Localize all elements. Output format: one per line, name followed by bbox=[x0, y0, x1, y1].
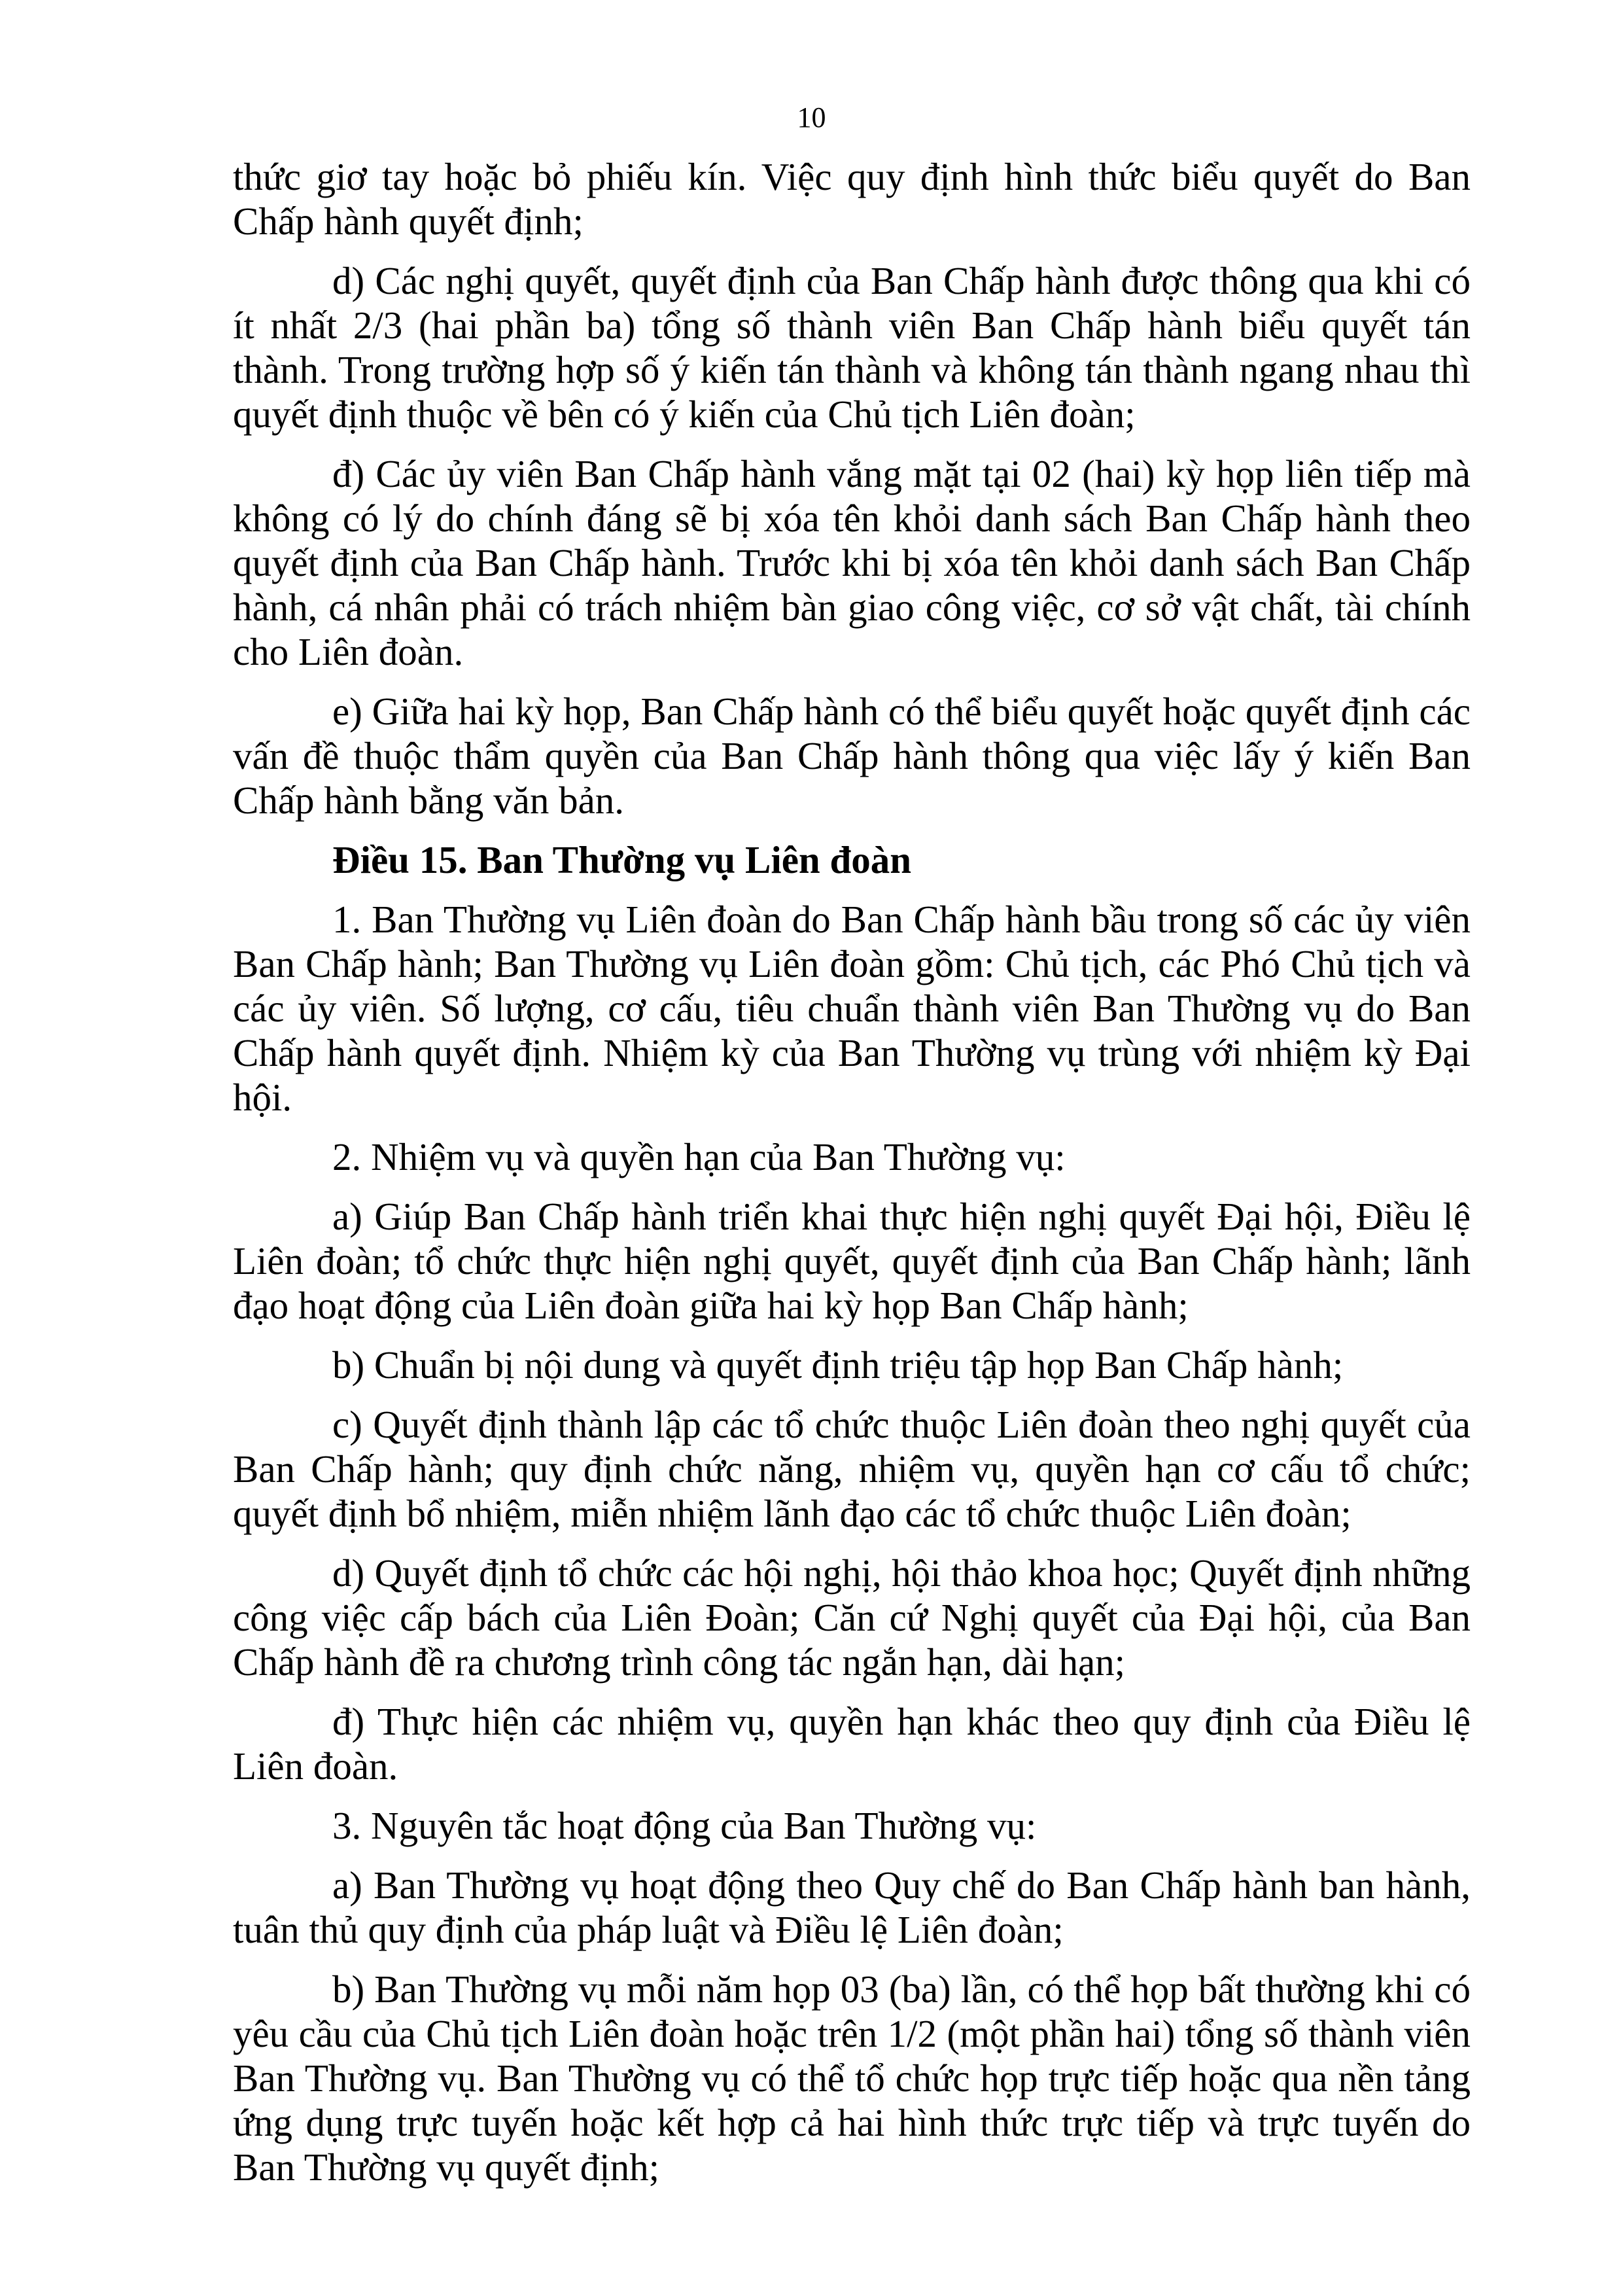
paragraph-section-3-b: b) Ban Thường vụ mỗi năm họp 03 (ba) lần, có thể họp bất thường khi có yêu cầu của Chủ tịch Liên đoàn hoặc trên 1/2 (một phần hai) tổng số thành viên Ban Thường vụ. Ban Thường vụ có thể tổ chức họp trực tiếp hoặc qua nền tảng ứng dụng trực tuyến hoặc kết hợp cả hai hình thức trực tiếp và trực tuyến do Ban Thường vụ quyết định; bbox=[233, 1968, 1471, 2189]
paragraph-section-1: 1. Ban Thường vụ Liên đoàn do Ban Chấp hành bầu trong số các ủy viên Ban Chấp hành; Ban Thường vụ Liên đoàn gồm: Chủ tịch, các Phó Chủ tịch và các ủy viên. Số lượng, cơ cấu, tiêu chuẩn thành viên Ban Thường vụ do Ban Chấp hành quyết định. Nhiệm kỳ của Ban Thường vụ trùng với nhiệm kỳ Đại hội. bbox=[233, 898, 1471, 1119]
document-body bbox=[233, 154, 1471, 2204]
paragraph-section-2-b: b) Chuẩn bị nội dung và quyết định triệu tập họp Ban Chấp hành; bbox=[332, 1343, 1344, 1386]
paragraph-section-3: 3. Nguyên tắc hoạt động của Ban Thường vụ: bbox=[332, 1804, 1037, 1847]
paragraph-section-2-dd: đ) Thực hiện các nhiệm vụ, quyền hạn khác theo quy định của Điều lệ Liên đoàn. bbox=[233, 1700, 1471, 1788]
paragraph-section-2-c: c) Quyết định thành lập các tổ chức thuộc Liên đoàn theo nghị quyết của Ban Chấp hành; quy định chức năng, nhiệm vụ, quyền hạn cơ cấu tổ chức; quyết định bổ nhiệm, miễn nhiệm lãnh đạo các tổ chức thuộc Liên đoàn; bbox=[233, 1403, 1471, 1535]
paragraph-clause-dd: đ) Các ủy viên Ban Chấp hành vắng mặt tại 02 (hai) kỳ họp liên tiếp mà không có lý do chính đáng sẽ bị xóa tên khỏi danh sách Ban Chấp hành theo quyết định của Ban Chấp hành. Trước khi bị xóa tên khỏi danh sách Ban Chấp hành, cá nhân phải có trách nhiệm bàn giao công việc, cơ sở vật chất, tài chính cho Liên đoàn. bbox=[233, 452, 1471, 673]
paragraph-clause-d: d) Các nghị quyết, quyết định của Ban Chấp hành được thông qua khi có ít nhất 2/3 (hai phần ba) tổng số thành viên Ban Chấp hành biểu quyết tán thành. Trong trường hợp số ý kiến tán thành và không tán thành ngang nhau thì quyết định thuộc về bên có ý kiến của Chủ tịch Liên đoàn; bbox=[233, 259, 1471, 436]
paragraph-section-3-a: a) Ban Thường vụ hoạt động theo Quy chế do Ban Chấp hành ban hành, tuân thủ quy định của pháp luật và Điều lệ Liên đoàn; bbox=[233, 1863, 1471, 1951]
paragraph-section-2-a: a) Giúp Ban Chấp hành triển khai thực hiện nghị quyết Đại hội, Điều lệ Liên đoàn; tổ chức thực hiện nghị quyết, quyết định của Ban Chấp hành; lãnh đạo hoạt động của Liên đoàn giữa hai kỳ họp Ban Chấp hành; bbox=[233, 1195, 1471, 1327]
paragraph-section-2: 2. Nhiệm vụ và quyền hạn của Ban Thường vụ: bbox=[332, 1135, 1066, 1178]
page-number: 10 bbox=[797, 101, 826, 133]
paragraph-clause-e: e) Giữa hai kỳ họp, Ban Chấp hành có thể biểu quyết hoặc quyết định các vấn đề thuộc thẩm quyền của Ban Chấp hành thông qua việc lấy ý kiến Ban Chấp hành bằng văn bản. bbox=[233, 690, 1471, 822]
paragraph-continuation: thức giơ tay hoặc bỏ phiếu kín. Việc quy định hình thức biểu quyết do Ban Chấp hành quyết định; bbox=[233, 155, 1471, 243]
article-heading: Điều 15. Ban Thường vụ Liên đoàn bbox=[332, 838, 912, 881]
paragraph-section-2-d: d) Quyết định tổ chức các hội nghị, hội thảo khoa học; Quyết định những công việc cấp bách của Liên Đoàn; Căn cứ Nghị quyết của Đại hội, của Ban Chấp hành đề ra chương trình công tác ngắn hạn, dài hạn; bbox=[233, 1551, 1471, 1684]
